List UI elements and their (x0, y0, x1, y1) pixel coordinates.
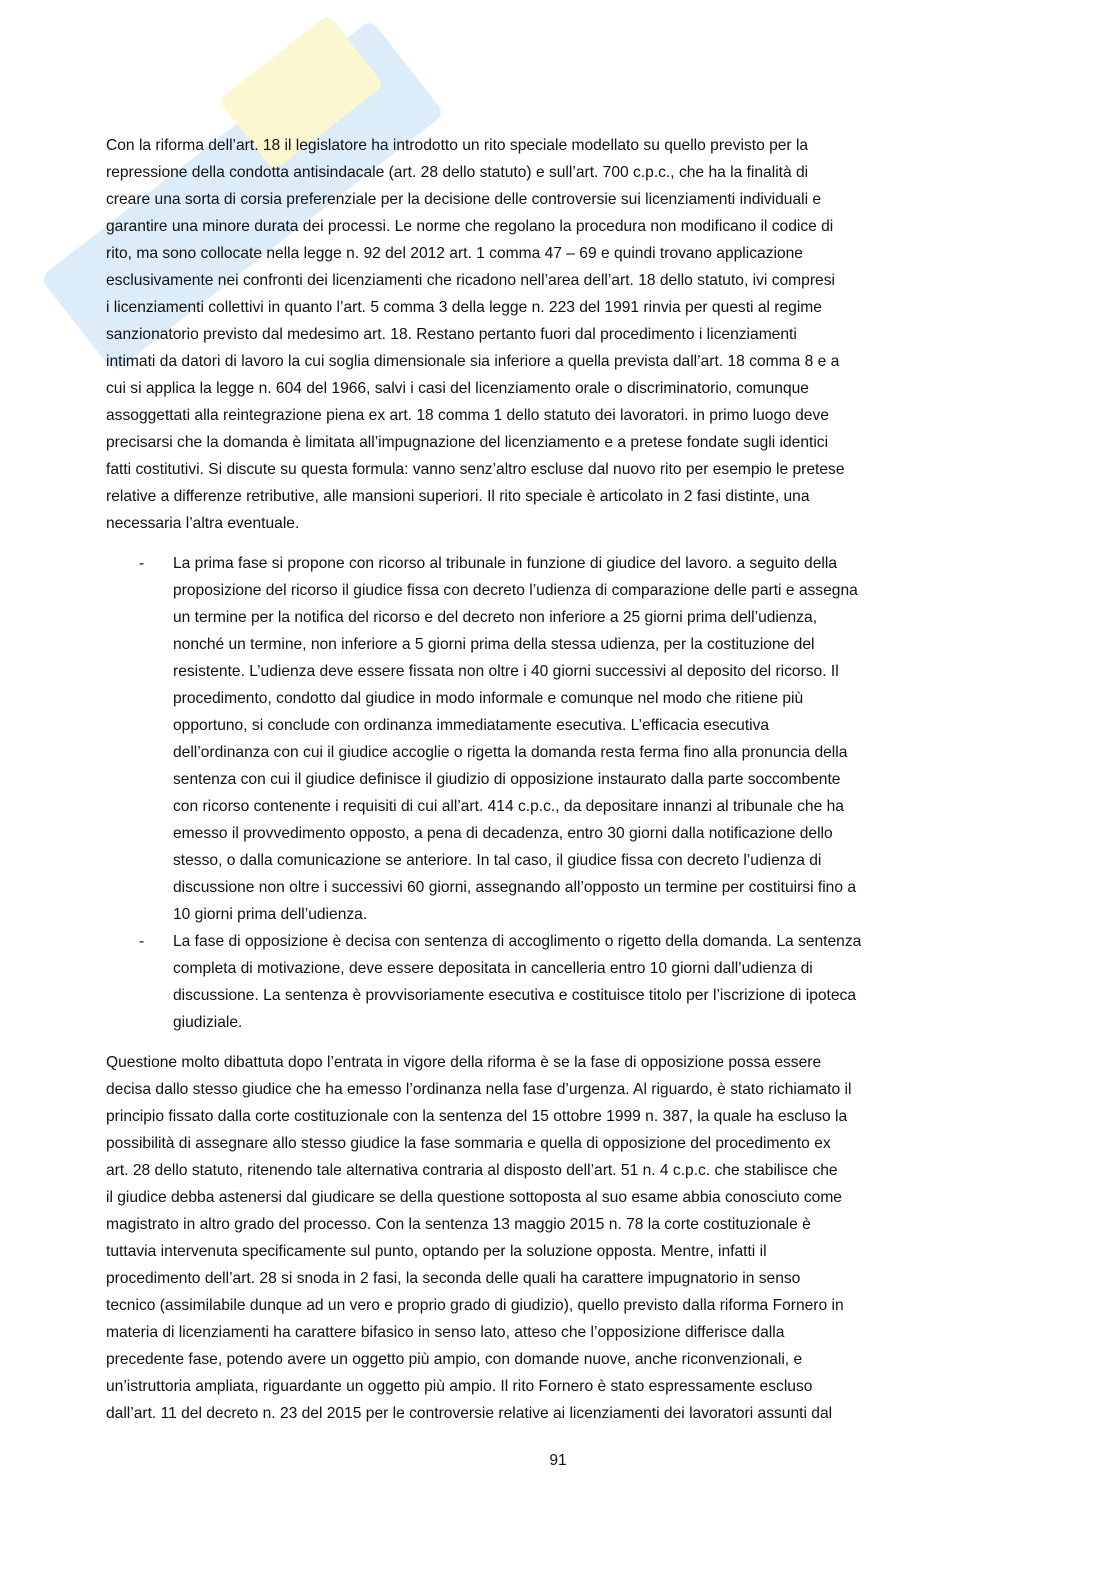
paragraph-intro (106, 132, 1006, 537)
text-line: il giudice debba astenersi dal giudicare se della questione sottoposta al suo esame abbia conosciuto come (106, 1189, 842, 1206)
text-line: sentenza con cui il giudice definisce il giudizio di opposizione instaurato dalla parte soccombente (173, 771, 841, 788)
text-line: repressione della condotta antisindacale (art. 28 dello statuto) e sull’art. 700 c.p.c., che ha la finalità di (106, 164, 809, 181)
text-line: tecnico (assimilabile dunque ad un vero e proprio grado di giudizio), quello previsto dalla riforma Fornero in (106, 1297, 844, 1314)
text-line: sanzionatorio previsto dal medesimo art. 18. Restano pertanto fuori dal procedimento i licenziamenti (106, 326, 797, 343)
text-line: La fase di opposizione è decisa con sentenza di accoglimento o rigetto della domanda. La sentenza (173, 933, 862, 950)
text-line: dell’ordinanza con cui il giudice accoglie o rigetta la domanda resta ferma fino alla pronuncia della (173, 744, 848, 761)
text-line: un termine per la notifica del ricorso e del decreto non inferiore a 25 giorni prima dell’udienza, (173, 609, 818, 626)
text-line: garantire una minore durata dei processi. Le norme che regolano la procedura non modificano il codice di (106, 218, 834, 235)
text-line: principio fissato dalla corte costituzionale con la sentenza del 15 ottobre 1999 n. 387, la quale ha escluso la (106, 1108, 848, 1125)
text-line: 10 giorni prima dell’udienza. (173, 906, 368, 923)
text-line: proposizione del ricorso il giudice fissa con decreto l’udienza di comparazione delle parti e assegna (173, 582, 858, 599)
text-line: procedimento, condotto dal giudice in modo informale e comunque nel modo che ritiene più (173, 690, 804, 707)
text-line: creare una sorta di corsia preferenziale per la decisione delle controversie sui licenziamenti individuali e (106, 191, 822, 208)
document-body (106, 132, 1006, 1440)
text-line: art. 28 dello statuto, ritenendo tale alternativa contraria al disposto dell’art. 51 n. 4 c.p.c. che stabilisce che (106, 1162, 838, 1179)
text-line: un’istruttoria ampliata, riguardante un oggetto più ampio. Il rito Fornero è stato espressamente escluso (106, 1378, 813, 1395)
bullet-dash: - (139, 555, 145, 572)
text-line: completa di motivazione, deve essere depositata in cancelleria entro 10 giorni dall’udienza di (173, 960, 813, 977)
text-line: discussione non oltre i successivi 60 giorni, assegnando all’opposto un termine per costituirsi fino a (173, 879, 857, 896)
text-line: relative a differenze retributive, alle mansioni superiori. Il rito speciale è articolato in 2 fasi distinte, una (106, 488, 810, 505)
page-number: 91 (549, 1452, 567, 1469)
text-line: discussione. La sentenza è provvisoriamente esecutiva e costituisce titolo per l’iscrizione di ipoteca (173, 987, 857, 1004)
text-line: stesso, o dalla comunicazione se anteriore. In tal caso, il giudice fissa con decreto l’udienza di (173, 852, 822, 869)
paragraph-question (106, 1049, 1006, 1427)
list-item (106, 550, 1006, 928)
text-line: magistrato in altro grado del processo. Con la sentenza 13 maggio 2015 n. 78 la corte costituzionale è (106, 1216, 811, 1233)
text-line: intimati da datori di lavoro la cui soglia dimensionale sia inferiore a quella prevista dall’art. 18 comma 8 e a (106, 353, 840, 370)
bullet-list (106, 550, 1006, 1036)
text-line: procedimento dell’art. 28 si snoda in 2 fasi, la seconda delle quali ha carattere impugnatorio in senso (106, 1270, 801, 1287)
text-line: decisa dallo stesso giudice che ha emesso l’ordinanza nella fase d’urgenza. Al riguardo, è stato richiamato il (106, 1081, 852, 1098)
text-line: nonché un termine, non inferiore a 5 giorni prima della stessa udienza, per la costituzione del (173, 636, 815, 653)
text-line: tuttavia intervenuta specificamente sul punto, optando per la soluzione opposta. Mentre, infatti il (106, 1243, 767, 1260)
text-line: esclusivamente nei confronti dei licenziamenti che ricadono nell’area dell’art. 18 dello statuto, ivi compresi (106, 272, 835, 289)
text-line: Con la riforma dell’art. 18 il legislatore ha introdotto un rito speciale modellato su quello previsto per la (106, 137, 809, 154)
text-line: assoggettati alla reintegrazione piena ex art. 18 comma 1 dello statuto dei lavoratori. in primo luogo deve (106, 407, 829, 424)
text-line: cui si applica la legge n. 604 del 1966, salvi i casi del licenziamento orale o discriminatorio, comunque (106, 380, 809, 397)
list-item (106, 928, 1006, 1036)
text-line: con ricorso contenente i requisiti di cui all’art. 414 c.p.c., da depositare innanzi al tribunale che ha (173, 798, 844, 815)
text-line: giudiziale. (173, 1014, 243, 1031)
text-line: fatti costitutivi. Si discute su questa formula: vanno senz’altro escluse dal nuovo rito per esempio le pretese (106, 461, 845, 478)
bullet-dash: - (139, 933, 145, 950)
text-line: dall’art. 11 del decreto n. 23 del 2015 per le controversie relative ai licenziamenti dei lavoratori assunti dal (106, 1405, 833, 1422)
text-line: opportuno, si conclude con ordinanza immediatamente esecutiva. L’efficacia esecutiva (173, 717, 770, 734)
text-line: precisarsi che la domanda è limitata all’impugnazione del licenziamento e a pretese fondate sugli identici (106, 434, 829, 451)
text-line: i licenziamenti collettivi in quanto l’art. 5 comma 3 della legge n. 223 del 1991 rinvia per questi al regime (106, 299, 822, 316)
text-line: precedente fase, potendo avere un oggetto più ampio, con domande nuove, anche riconvenzionali, e (106, 1351, 803, 1368)
text-line: rito, ma sono collocate nella legge n. 92 del 2012 art. 1 comma 47 – 69 e quindi trovano applicazione (106, 245, 803, 262)
text-line: resistente. L’udienza deve essere fissata non oltre i 40 giorni successivi al deposito del ricorso. Il (173, 663, 839, 680)
text-line: materia di licenziamenti ha carattere bifasico in senso lato, atteso che l’opposizione differisce dalla (106, 1324, 785, 1341)
text-line: necessaria l’altra eventuale. (106, 515, 300, 532)
text-line: possibilità di assegnare allo stesso giudice la fase sommaria e quella di opposizione del procedimento ex (106, 1135, 831, 1152)
text-line: Questione molto dibattuta dopo l’entrata in vigore della riforma è se la fase di opposizione possa essere (106, 1054, 822, 1071)
text-line: emesso il provvedimento opposto, a pena di decadenza, entro 30 giorni dalla notificazione dello (173, 825, 833, 842)
text-line: La prima fase si propone con ricorso al tribunale in funzione di giudice del lavoro. a seguito della (173, 555, 837, 572)
